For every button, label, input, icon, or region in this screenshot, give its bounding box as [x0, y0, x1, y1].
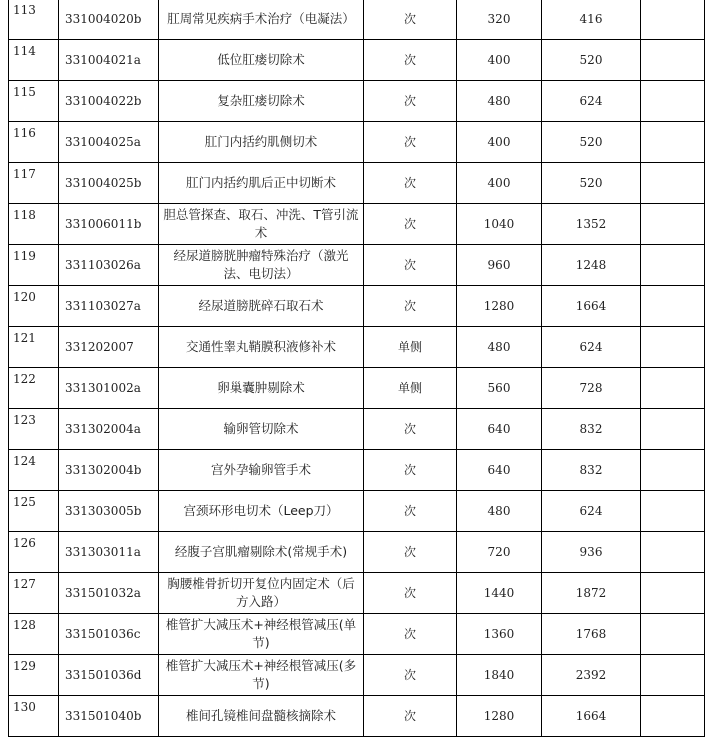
unit-label: 次	[364, 245, 457, 286]
item-code: 331501032a	[59, 573, 159, 614]
row-number: 122	[9, 368, 59, 409]
price-a: 720	[457, 532, 542, 573]
table-row	[9, 450, 705, 491]
price-b: 520	[542, 122, 641, 163]
price-table	[8, 0, 705, 737]
item-name: 低位肛瘘切除术	[159, 40, 364, 81]
unit-label: 次	[364, 655, 457, 696]
item-code: 331303005b	[59, 491, 159, 532]
item-code: 331302004a	[59, 409, 159, 450]
price-b: 624	[542, 81, 641, 122]
price-a: 400	[457, 122, 542, 163]
row-number: 116	[9, 122, 59, 163]
item-name: 胆总管探查、取石、冲洗、T管引流术	[159, 204, 364, 245]
price-a: 640	[457, 409, 542, 450]
price-a: 960	[457, 245, 542, 286]
price-a: 560	[457, 368, 542, 409]
row-number: 114	[9, 40, 59, 81]
unit-label: 次	[364, 122, 457, 163]
item-name: 肛周常见疾病手术治疗（电凝法）	[159, 0, 364, 40]
item-name: 椎间孔镜椎间盘髓核摘除术	[159, 696, 364, 737]
unit-label: 次	[364, 0, 457, 40]
item-name: 输卵管切除术	[159, 409, 364, 450]
row-number: 119	[9, 245, 59, 286]
note-cell	[641, 81, 705, 122]
price-a: 400	[457, 163, 542, 204]
note-cell	[641, 163, 705, 204]
price-b: 1248	[542, 245, 641, 286]
unit-label: 次	[364, 409, 457, 450]
unit-label: 次	[364, 163, 457, 204]
item-name: 卵巢囊肿剔除术	[159, 368, 364, 409]
item-name: 椎管扩大减压术+神经根管减压(多节)	[159, 655, 364, 696]
table-body	[9, 0, 705, 737]
price-a: 320	[457, 0, 542, 40]
price-a: 1280	[457, 696, 542, 737]
table-row	[9, 81, 705, 122]
item-name: 复杂肛瘘切除术	[159, 81, 364, 122]
item-name: 胸腰椎骨折切开复位内固定术（后方入路）	[159, 573, 364, 614]
price-b: 2392	[542, 655, 641, 696]
table-row	[9, 286, 705, 327]
item-code: 331501040b	[59, 696, 159, 737]
unit-label: 次	[364, 204, 457, 245]
row-number: 125	[9, 491, 59, 532]
unit-label: 次	[364, 614, 457, 655]
row-number: 120	[9, 286, 59, 327]
note-cell	[641, 286, 705, 327]
price-b: 520	[542, 40, 641, 81]
price-b: 624	[542, 327, 641, 368]
price-b: 624	[542, 491, 641, 532]
item-code: 331006011b	[59, 204, 159, 245]
note-cell	[641, 40, 705, 81]
unit-label: 次	[364, 573, 457, 614]
row-number: 118	[9, 204, 59, 245]
price-b: 520	[542, 163, 641, 204]
table-row	[9, 122, 705, 163]
table-row	[9, 368, 705, 409]
price-b: 728	[542, 368, 641, 409]
table-row	[9, 491, 705, 532]
item-code: 331103026a	[59, 245, 159, 286]
note-cell	[641, 614, 705, 655]
table-row	[9, 696, 705, 737]
row-number: 129	[9, 655, 59, 696]
note-cell	[641, 368, 705, 409]
row-number: 126	[9, 532, 59, 573]
table-row	[9, 532, 705, 573]
price-a: 1280	[457, 286, 542, 327]
price-a: 1440	[457, 573, 542, 614]
table-row	[9, 0, 705, 40]
item-code: 331501036c	[59, 614, 159, 655]
price-b: 832	[542, 409, 641, 450]
note-cell	[641, 204, 705, 245]
table-row	[9, 655, 705, 696]
table-row	[9, 204, 705, 245]
price-b: 1352	[542, 204, 641, 245]
price-a: 1840	[457, 655, 542, 696]
item-name: 经腹子宫肌瘤剔除术(常规手术)	[159, 532, 364, 573]
unit-label: 次	[364, 81, 457, 122]
table-row	[9, 614, 705, 655]
note-cell	[641, 409, 705, 450]
price-a: 1040	[457, 204, 542, 245]
price-a: 480	[457, 81, 542, 122]
table-row	[9, 40, 705, 81]
item-name: 肛门内括约肌侧切术	[159, 122, 364, 163]
table-row	[9, 245, 705, 286]
price-a: 1360	[457, 614, 542, 655]
price-b: 832	[542, 450, 641, 491]
unit-label: 单侧	[364, 327, 457, 368]
item-code: 331103027a	[59, 286, 159, 327]
unit-label: 次	[364, 696, 457, 737]
item-name: 经尿道膀胱碎石取石术	[159, 286, 364, 327]
item-code: 331302004b	[59, 450, 159, 491]
note-cell	[641, 122, 705, 163]
price-a: 480	[457, 491, 542, 532]
price-a: 400	[457, 40, 542, 81]
item-code: 331004025b	[59, 163, 159, 204]
unit-label: 单侧	[364, 368, 457, 409]
unit-label: 次	[364, 532, 457, 573]
row-number: 124	[9, 450, 59, 491]
item-code: 331004021a	[59, 40, 159, 81]
row-number: 130	[9, 696, 59, 737]
item-code: 331202007	[59, 327, 159, 368]
price-b: 1872	[542, 573, 641, 614]
price-b: 936	[542, 532, 641, 573]
row-number: 113	[9, 0, 59, 40]
item-code: 331301002a	[59, 368, 159, 409]
item-code: 331303011a	[59, 532, 159, 573]
item-name: 交通性睾丸鞘膜积液修补术	[159, 327, 364, 368]
price-a: 640	[457, 450, 542, 491]
item-name: 宫颈环形电切术（Leep刀）	[159, 491, 364, 532]
row-number: 121	[9, 327, 59, 368]
row-number: 127	[9, 573, 59, 614]
row-number: 117	[9, 163, 59, 204]
unit-label: 次	[364, 450, 457, 491]
table-row	[9, 573, 705, 614]
unit-label: 次	[364, 40, 457, 81]
price-b: 1664	[542, 696, 641, 737]
price-a: 480	[457, 327, 542, 368]
table-row	[9, 327, 705, 368]
note-cell	[641, 491, 705, 532]
item-code: 331501036d	[59, 655, 159, 696]
item-name: 经尿道膀胱肿瘤特殊治疗（激光法、电切法）	[159, 245, 364, 286]
item-code: 331004025a	[59, 122, 159, 163]
item-name: 椎管扩大减压术+神经根管减压(单节)	[159, 614, 364, 655]
price-b: 416	[542, 0, 641, 40]
item-code: 331004020b	[59, 0, 159, 40]
note-cell	[641, 696, 705, 737]
price-b: 1768	[542, 614, 641, 655]
table-row	[9, 409, 705, 450]
row-number: 128	[9, 614, 59, 655]
item-name: 肛门内括约肌后正中切断术	[159, 163, 364, 204]
row-number: 123	[9, 409, 59, 450]
row-number: 115	[9, 81, 59, 122]
note-cell	[641, 532, 705, 573]
note-cell	[641, 0, 705, 40]
table-row	[9, 163, 705, 204]
note-cell	[641, 655, 705, 696]
note-cell	[641, 450, 705, 491]
price-b: 1664	[542, 286, 641, 327]
unit-label: 次	[364, 286, 457, 327]
note-cell	[641, 245, 705, 286]
note-cell	[641, 327, 705, 368]
note-cell	[641, 573, 705, 614]
unit-label: 次	[364, 491, 457, 532]
item-code: 331004022b	[59, 81, 159, 122]
item-name: 宫外孕输卵管手术	[159, 450, 364, 491]
